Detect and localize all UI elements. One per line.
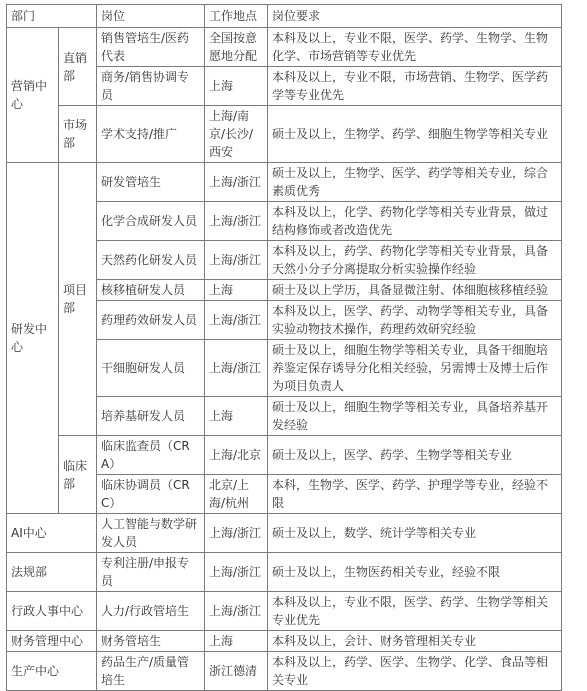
location-cell: 上海 [205, 280, 268, 301]
sub-department-cell: 市场部 [59, 106, 97, 163]
department-cell: 研发中心 [7, 163, 59, 514]
location-cell: 上海/浙江 [205, 340, 268, 397]
requirement-cell: 硕士及以上，数学、统计学等相关专业 [268, 514, 562, 553]
requirement-cell: 本科及以上，化学、药物化学等相关专业背景，做过结构修饰或者改造优先 [268, 202, 562, 241]
table-row [7, 652, 562, 691]
location-cell: 上海 [205, 67, 268, 106]
position-cell: 财务管培生 [97, 631, 205, 652]
department-cell: 财务管理中心 [7, 631, 97, 652]
position-cell: 培养基研发人员 [97, 397, 205, 436]
sub-department-cell: 临床部 [59, 436, 97, 514]
location-cell: 上海 [205, 631, 268, 652]
location-cell: 上海/浙江 [205, 241, 268, 280]
requirement-cell: 硕士及以上，细胞生物学等相关专业，具备干细胞培养鉴定保存诱导分化相关经验，另需博士及博士后作为项目负责人 [268, 340, 562, 397]
table-row [7, 514, 562, 553]
table-row [7, 631, 562, 652]
requirement-cell: 硕士及以上学历，具备显微注射、体细胞核移植经验 [268, 280, 562, 301]
sub-department-cell: 直销部 [59, 28, 97, 106]
requirement-cell: 硕士及以上，生物学、医学、药学等相关专业，综合素质优秀 [268, 163, 562, 202]
table-row [7, 592, 562, 631]
table-row [7, 553, 562, 592]
department-cell: 生产中心 [7, 652, 97, 691]
location-cell: 上海/南京/长沙/西安 [205, 106, 268, 163]
header-department: 部门 [7, 5, 97, 28]
department-cell: AI中心 [7, 514, 97, 553]
requirement-cell: 硕士及以上，生物医药相关专业，经验不限 [268, 553, 562, 592]
location-cell: 上海/浙江 [205, 163, 268, 202]
position-cell: 学术支持/推广 [97, 106, 205, 163]
position-cell: 销售管培生/医药代表 [97, 28, 205, 67]
department-cell: 法规部 [7, 553, 97, 592]
table-row [7, 436, 562, 475]
requirement-cell: 硕士及以上，医学、药学、生物学等相关专业 [268, 436, 562, 475]
job-table-wrapper [6, 4, 562, 691]
table-header-row [7, 5, 562, 28]
position-cell: 化学合成研发人员 [97, 202, 205, 241]
requirement-cell: 本科及以上，专业不限，医学、药学、生物学等相关专业优先 [268, 592, 562, 631]
location-cell: 北京/上海/杭州 [205, 475, 268, 514]
location-cell: 全国按意愿地分配 [205, 28, 268, 67]
job-table [6, 4, 562, 691]
position-cell: 人力/行政管培生 [97, 592, 205, 631]
location-cell: 上海 [205, 397, 268, 436]
location-cell: 上海/浙江 [205, 592, 268, 631]
table-row [7, 106, 562, 163]
location-cell: 上海/浙江 [205, 514, 268, 553]
location-cell: 上海/浙江 [205, 202, 268, 241]
requirement-cell: 硕士及以上，生物学、药学、细胞生物学等相关专业 [268, 106, 562, 163]
requirement-cell: 本科及以上，药学、药物化学等相关专业背景，具备天然小分子分离提取分析实验操作经验 [268, 241, 562, 280]
position-cell: 专利注册/申报专员 [97, 553, 205, 592]
position-cell: 干细胞研发人员 [97, 340, 205, 397]
requirement-cell: 本科及以上，药学、医学、生物学、化学、食品等相关专业 [268, 652, 562, 691]
location-cell: 浙江德清 [205, 652, 268, 691]
requirement-cell: 本科及以上，专业不限，医学、药学、生物学、生物化学、市场营销等专业优先 [268, 28, 562, 67]
requirement-cell: 硕士及以上，细胞生物学等相关专业，具备培养基开发经验 [268, 397, 562, 436]
department-cell: 营销中心 [7, 28, 59, 163]
location-cell: 上海/浙江 [205, 301, 268, 340]
position-cell: 人工智能与数学研发人员 [97, 514, 205, 553]
location-cell: 上海/浙江 [205, 553, 268, 592]
requirement-cell: 本科及以上，医学、药学、动物学等相关专业，具备实验动物技术操作，药理药效研究经验 [268, 301, 562, 340]
position-cell: 临床协调员（CRC） [97, 475, 205, 514]
position-cell: 药理药效研发人员 [97, 301, 205, 340]
position-cell: 研发管培生 [97, 163, 205, 202]
position-cell: 商务/销售协调专员 [97, 67, 205, 106]
header-location: 工作地点 [205, 5, 268, 28]
header-position: 岗位 [97, 5, 205, 28]
table-row [7, 28, 562, 67]
requirement-cell: 本科及以上，专业不限，市场营销、生物学、医学药学等专业优先 [268, 67, 562, 106]
header-requirement: 岗位要求 [268, 5, 562, 28]
department-cell: 行政人事中心 [7, 592, 97, 631]
position-cell: 核移植研发人员 [97, 280, 205, 301]
position-cell: 药品生产/质量管培生 [97, 652, 205, 691]
location-cell: 上海/北京 [205, 436, 268, 475]
table-row [7, 163, 562, 202]
position-cell: 临床监查员（CRA） [97, 436, 205, 475]
requirement-cell: 本科，生物学、医学、药学、护理学等专业，经验不限 [268, 475, 562, 514]
position-cell: 天然药化研发人员 [97, 241, 205, 280]
sub-department-cell: 项目部 [59, 163, 97, 436]
requirement-cell: 本科及以上，会计、财务管理相关专业 [268, 631, 562, 652]
